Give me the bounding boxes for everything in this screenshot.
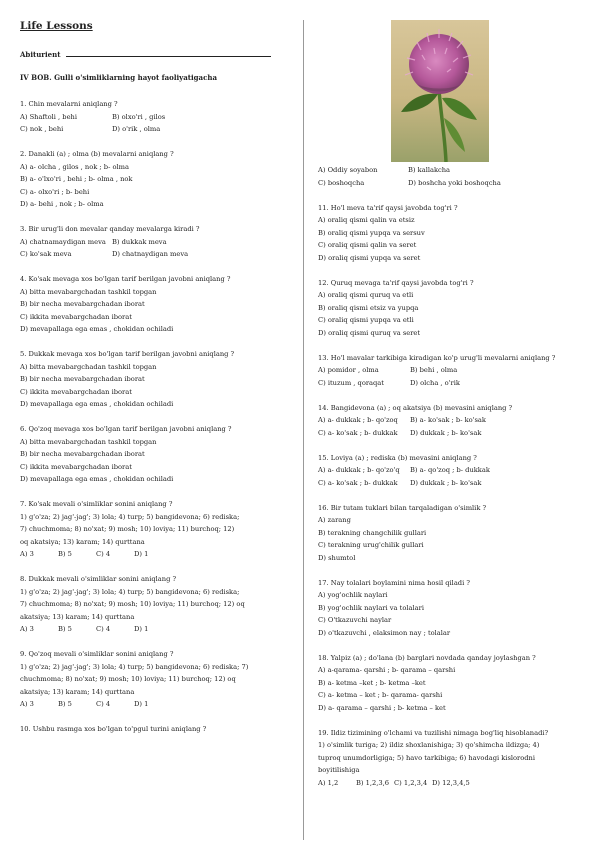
clover-flower-image bbox=[391, 20, 489, 162]
answer-option[interactable]: A) Oddiy soyabon bbox=[318, 166, 378, 174]
question-option-line: D) shumtol bbox=[318, 553, 356, 562]
column-divider bbox=[303, 20, 304, 840]
answer-row bbox=[20, 548, 288, 561]
question-item bbox=[318, 277, 580, 340]
answer-row bbox=[318, 414, 580, 427]
question-option-line: akatsiya; 13) karam; 14) qurttana bbox=[20, 687, 135, 696]
question-item bbox=[318, 502, 580, 565]
question-option-line: A) yog'ochlik naylari bbox=[318, 591, 388, 599]
answer-option[interactable]: C) ituzum , qoraqat bbox=[318, 378, 384, 387]
question-item bbox=[20, 498, 288, 561]
question-option-line: akatsiya; 13) karam; 14) qurttana bbox=[20, 612, 135, 621]
question-option-line: C) oraliq qismi qalin va seret bbox=[318, 241, 417, 249]
answer-row bbox=[318, 377, 580, 390]
question-option-line: B) a- o'lxo'ri , behi ; b- olma , nok bbox=[20, 175, 133, 183]
question-text: 6. Qo'zoq mevaga xos bo'lgan tarif berilgan javobni aniqlang ? bbox=[20, 425, 232, 433]
question-text: 17. Nay tolalari boylamini nima hosil qiladi ? bbox=[318, 578, 470, 587]
question-option-line: B) oraliq qismi yupqa va sersuv bbox=[318, 228, 425, 237]
question-item bbox=[20, 98, 288, 136]
answer-option[interactable]: D) 1 bbox=[134, 700, 149, 708]
question-option-line: 1) g'o'za; 2) jag'-jag'; 3) lola; 4) turp; 5) bangidevona; 6) rediska; bbox=[20, 587, 240, 596]
answer-option[interactable]: B) 5 bbox=[58, 700, 72, 708]
answer-option[interactable]: A) 3 bbox=[20, 550, 34, 558]
question-item bbox=[318, 352, 580, 390]
question-item bbox=[318, 402, 580, 440]
question-option-line: 7) chuchmoma; 8) no'xat; 9) mosh; 10) loviya; 11) burchoq; 12) oq bbox=[20, 600, 245, 608]
question-item bbox=[318, 727, 580, 790]
answer-option[interactable]: B) 5 bbox=[58, 625, 72, 633]
question-text: 11. Ho'l meva ta'rif qaysi javobda tog'ri ? bbox=[318, 203, 458, 212]
question-text: 1. Chin mevalarni aniqlang ? bbox=[20, 100, 118, 108]
question-item bbox=[318, 452, 580, 490]
answer-option[interactable]: B) dukkak meva bbox=[112, 237, 167, 246]
question-option-line: A) bitta mevabargchadan tashkil topgan bbox=[20, 437, 157, 446]
answer-row bbox=[318, 477, 580, 490]
question-text: 14. Bangidevona (a) ; oq akatsiya (b) mevasini aniqlang ? bbox=[318, 403, 513, 412]
answer-option[interactable]: D) 1 bbox=[134, 550, 149, 558]
answer-row bbox=[318, 364, 580, 377]
question-option-line: B) bir necha mevabargchadan iborat bbox=[20, 375, 145, 383]
answer-row bbox=[20, 111, 288, 124]
question-option-line: D) oraliq qismi quruq va seret bbox=[318, 328, 421, 337]
question-text: 16. Bir tutam tuklari bilan tarqaladigan o'simlik ? bbox=[318, 503, 487, 512]
question-text: 15. Loviya (a) ; rediska (b) mevasini aniqlang ? bbox=[318, 453, 477, 462]
page-title: Life Lessons bbox=[20, 20, 93, 32]
question-item bbox=[20, 348, 288, 411]
question-option-line: C) O'tkazuvchi naylar bbox=[318, 616, 392, 624]
answer-option[interactable]: B) 5 bbox=[58, 550, 72, 558]
question-text: 12. Quruq mevaga ta'rif qaysi javobda tog'ri ? bbox=[318, 278, 474, 287]
question-option-line: 1) g'o'za; 2) jag'-jag'; 3) lola; 4) turp; 5) bangidevona; 6) rediska; 7) bbox=[20, 662, 249, 671]
question-option-line: boyitilishiga bbox=[318, 766, 360, 774]
answer-option[interactable]: A) a- dukkak ; b- qo'zoq bbox=[318, 416, 398, 424]
answer-option[interactable]: B) 1,2,3,6 bbox=[356, 778, 390, 787]
answer-option[interactable]: B) behi , olma bbox=[410, 366, 458, 374]
answer-option[interactable]: A) 3 bbox=[20, 700, 34, 708]
answer-option[interactable]: D) 1 bbox=[134, 625, 149, 633]
question-item bbox=[318, 652, 580, 715]
question-option-line: A) oraliq qismi quruq va etli bbox=[318, 291, 414, 299]
question-option-line: B) oraliq qismi etsiz va yupqa bbox=[318, 303, 419, 312]
question-item bbox=[20, 273, 288, 336]
answer-option[interactable]: D) dukkak ; b- ko'sak bbox=[410, 478, 482, 487]
answer-option[interactable]: A) 1,2 bbox=[318, 778, 339, 787]
question-option-line: 1) g'o'za; 2) jag'-jag'; 3) lola; 4) turp; 5) bangidevona; 6) rediska; bbox=[20, 512, 240, 521]
question-item bbox=[20, 648, 288, 711]
question-option-line: B) yog'ochlik naylari va tolalari bbox=[318, 603, 424, 612]
question-text: 18. Yalpiz (a) ; do'lana (b) barglari novdada qanday joylashgan ? bbox=[318, 653, 536, 662]
answer-row bbox=[318, 777, 580, 790]
question-option-line: C) ikkita mevabargchadan iborat bbox=[20, 312, 132, 321]
question-option-line: tuproq unumdorligiga; 5) havo tarkibiga; 6) havodagi kislorodni bbox=[318, 753, 535, 762]
question-item bbox=[20, 573, 288, 636]
question-option-line: C) a- olxo'ri ; b- behi bbox=[20, 187, 90, 196]
answer-option[interactable]: B) kallakcha bbox=[408, 166, 451, 174]
answer-option[interactable]: C) boshoqcha bbox=[318, 178, 365, 187]
abiturient-name-line[interactable] bbox=[66, 56, 271, 57]
answer-option[interactable]: B) a- qo'zoq ; b- dukkak bbox=[410, 466, 490, 474]
answer-option[interactable]: A) pomidor , olma bbox=[318, 366, 379, 374]
answer-row bbox=[20, 623, 288, 636]
question-text: 8. Dukkak mevali o'simliklar sonini aniqlang ? bbox=[20, 575, 177, 583]
answer-row bbox=[20, 698, 288, 711]
answer-option[interactable]: A) a- dukkak ; b- qo'zo'q bbox=[318, 466, 400, 474]
question-option-line: D) oraliq qismi yupqa va seret bbox=[318, 253, 421, 262]
answer-row bbox=[20, 123, 288, 136]
answer-row bbox=[318, 464, 580, 477]
answer-option[interactable]: A) chatnamaydigan meva bbox=[20, 237, 106, 246]
answer-option[interactable]: D) 12,3,4,5 bbox=[432, 778, 470, 787]
answer-option[interactable]: D) o'rik , olma bbox=[112, 125, 161, 133]
question-option-line: D) a- behi , nok ; b- olma bbox=[20, 200, 104, 208]
question-text: 9. Qo'zoq mevali o'simliklar sonini aniqlang ? bbox=[20, 650, 174, 658]
answer-row bbox=[318, 164, 580, 177]
question-option-line: A) oraliq qismi qalin va etsiz bbox=[318, 216, 415, 224]
question-option-line: chuchmoma; 8) no'xat; 9) mosh; 10) loviya; 11) burchoq; 12) oq bbox=[20, 675, 236, 683]
answer-option[interactable]: A) Shaftoli , behi bbox=[20, 112, 77, 121]
question-text: 3. Bir urug'li don mevalar qanday mevalarga kiradi ? bbox=[20, 225, 200, 233]
question-text: 2. Danakli (a) ; olma (b) mevalarni aniqlang ? bbox=[20, 150, 174, 158]
question-option-line: 1) o'simlik turiga; 2) ildiz shoxlanishiga; 3) qo'shimcha ildizga; 4) bbox=[318, 741, 540, 749]
question-option-line: D) mevapallaga ega emas , chokidan ochiladi bbox=[20, 325, 174, 333]
question-text: 13. Ho'l mavalar tarkibiga kiradigan ko'p urug'li mevalarni aniqlang ? bbox=[318, 353, 556, 362]
question-option-line: B) terakning changchilik gullari bbox=[318, 528, 427, 537]
question-text: 5. Dukkak mevaga xos bo'lgan tarif berilgan javobni aniqlang ? bbox=[20, 350, 235, 358]
question-text: 19. Ildiz tizimining o'lchami va tuzilishi nimaga bog'liq hisoblanadi? bbox=[318, 728, 549, 737]
question-option-line: D) mevapallaga ega emas , chokidan ochiladi bbox=[20, 400, 174, 408]
question-option-line: B) bir necha mevabargchadan iborat bbox=[20, 300, 145, 308]
abiturient-label: Abiturient bbox=[20, 50, 61, 59]
answer-option[interactable]: C) ko'sak meva bbox=[20, 250, 72, 258]
answer-row bbox=[318, 177, 580, 190]
question-item bbox=[318, 202, 580, 265]
left-column bbox=[20, 98, 288, 748]
answer-option[interactable]: A) 3 bbox=[20, 625, 34, 633]
question-option-line: C) ikkita mevabargchadan iborat bbox=[20, 462, 132, 471]
answer-option[interactable]: B) a- ko'sak ; b- ko'sak bbox=[410, 416, 486, 424]
answer-option[interactable]: C) nok , behi bbox=[20, 125, 64, 133]
answer-option[interactable]: C) 4 bbox=[96, 550, 111, 558]
answer-option[interactable]: D) chatnaydigan meva bbox=[112, 250, 189, 258]
answer-option[interactable]: C) 4 bbox=[96, 625, 111, 633]
question-item bbox=[20, 423, 288, 486]
answer-row bbox=[318, 427, 580, 440]
question-option-line: A) bitta mevabargchadan tashkil topgan bbox=[20, 287, 157, 296]
answer-row bbox=[20, 248, 288, 261]
question-option-line: D) o'tkazuvchi , elaksimon nay ; tolalar bbox=[318, 628, 451, 637]
question-text: 4. Ko'sak mevaga xos bo'lgan tarif berilgan javobni aniqlang ? bbox=[20, 275, 231, 283]
right-column bbox=[318, 164, 580, 802]
question-item bbox=[20, 223, 288, 261]
question-option-line: B) a- ketma –ket ; b- ketma –ket bbox=[318, 678, 426, 687]
chapter-heading: IV BOB. Gulli o'simliklarning hayot faoliyatigacha bbox=[20, 73, 217, 82]
answer-option[interactable]: C) 1,2,3,4 bbox=[394, 778, 428, 787]
question-option-line: A) bitta mevabargchadan tashkil topgan bbox=[20, 362, 157, 371]
question-option-line: A) zarang bbox=[318, 516, 351, 524]
question-option-line: C) oraliq qismi yupqa va etli bbox=[318, 316, 414, 324]
question-option-line: A) a-qarama- qarshi ; b- qarama – qarshi bbox=[318, 666, 456, 674]
question-option-line: D) mevapallaga ega emas , chokidan ochiladi bbox=[20, 475, 174, 483]
answer-option[interactable]: B) olxo'ri , gilos bbox=[112, 112, 166, 121]
question-item bbox=[20, 148, 288, 211]
question-10-answers bbox=[318, 164, 580, 189]
question-item bbox=[318, 577, 580, 640]
question-option-line: D) a- qarama – qarshi ; b- ketma – ket bbox=[318, 703, 446, 712]
answer-option[interactable]: D) dukkak ; b- ko'sak bbox=[410, 428, 482, 437]
answer-option[interactable]: C) 4 bbox=[96, 700, 111, 708]
question-option-line: C) a- ketma – ket ; b- qarama- qarshi bbox=[318, 691, 443, 699]
answer-option[interactable]: C) a- ko'sak ; b- dukkak bbox=[318, 428, 398, 437]
question-text: 7. Ko'sak mevali o'simliklar sonini aniqlang ? bbox=[20, 500, 173, 508]
question-option-line: C) ikkita mevabargchadan iborat bbox=[20, 387, 132, 396]
answer-row bbox=[20, 236, 288, 249]
question-option-line: B) bir necha mevabargchadan iborat bbox=[20, 450, 145, 458]
question-text: 10. Ushbu rasmga xos bo'lgan to'pgul turini aniqlang ? bbox=[20, 725, 207, 733]
question-option-line: C) terakning urug'chilik gullari bbox=[318, 541, 424, 549]
answer-option[interactable]: D) boshcha yoki boshoqcha bbox=[408, 178, 501, 187]
question-option-line: oq akatsiya; 13) karam; 14) qurttana bbox=[20, 537, 145, 546]
abiturient-field bbox=[20, 50, 271, 59]
answer-option[interactable]: C) a- ko'sak ; b- dukkak bbox=[318, 478, 398, 487]
question-item bbox=[20, 723, 288, 736]
answer-option[interactable]: D) olcha , o'rik bbox=[410, 378, 460, 387]
question-option-line: 7) chuchmoma; 8) no'xat; 9) mosh; 10) loviya; 11) burchoq; 12) bbox=[20, 525, 235, 533]
question-option-line: A) a- olcha , gilos , nok ; b- olma bbox=[20, 162, 129, 171]
